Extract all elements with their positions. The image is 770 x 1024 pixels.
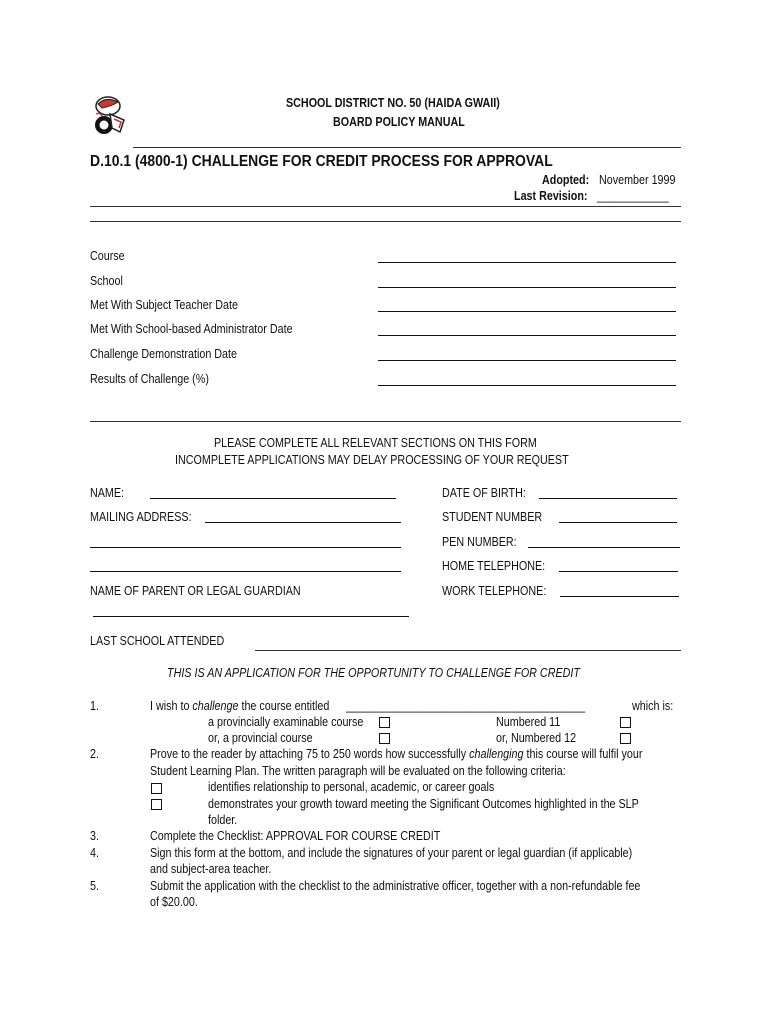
option-numbered-11-checkbox[interactable] [620,717,631,728]
item-2-line-1: Prove to the reader by attaching 75 to 250 words how successfully challenging this course will fulfil your [150,747,643,761]
header-rule [133,147,681,148]
student-number-label: STUDENT NUMBER [442,510,543,524]
teacher-date-label: Met With Subject Teacher Date [90,298,238,312]
adopted-value: November 1999 [599,173,676,187]
work-phone-field[interactable] [560,596,679,597]
mailing-field-3[interactable] [90,571,401,572]
revision-label: Last Revision: [514,189,588,203]
dob-field[interactable] [539,498,677,499]
item-3-number: 3. [90,829,99,843]
pen-label: PEN NUMBER: [442,535,517,549]
notice-line-1: PLEASE COMPLETE ALL RELEVANT SECTIONS ON THIS FORM [214,436,537,450]
guardian-field[interactable] [93,616,409,617]
results-field[interactable] [378,385,676,386]
demo-date-label: Challenge Demonstration Date [90,347,238,361]
dob-label: DATE OF BIRTH: [442,486,526,500]
name-field[interactable] [150,498,396,499]
admin-date-label: Met With School-based Administrator Date [90,322,293,336]
name-label: NAME: [90,486,125,500]
option-provincial-label: or, a provincial course [208,731,313,745]
district-logo [90,92,130,142]
criteria-2-checkbox[interactable] [151,799,162,810]
item-5-number: 5. [90,879,99,893]
demo-date-field[interactable] [378,360,676,361]
option-examinable-label: a provincially examinable course [208,715,364,729]
item-5-line-1: Submit the application with the checklist to the administrative officer, together with a non-refundable fee [150,879,641,893]
course-field[interactable] [378,262,676,263]
title-rule-2 [90,221,681,222]
mailing-label: MAILING ADDRESS: [90,510,192,524]
student-number-field[interactable] [559,522,677,523]
option-numbered-12-label: or, Numbered 12 [496,731,577,745]
last-school-label: LAST SCHOOL ATTENDED [90,634,225,648]
manual-name: BOARD POLICY MANUAL [333,115,465,129]
item-2-number: 2. [90,747,99,761]
course-title-blank[interactable]: ________________________________________ [346,699,586,713]
course-label: Course [90,249,125,263]
item-5-line-2: of $20.00. [150,895,198,909]
pen-field[interactable] [528,547,680,548]
option-numbered-12-checkbox[interactable] [620,733,631,744]
item-2-line-2: Student Learning Plan. The written paragraph will be evaluated on the following criteria: [150,764,566,778]
option-provincial-checkbox[interactable] [379,733,390,744]
title-rule-1 [90,206,681,207]
home-phone-label: HOME TELEPHONE: [442,559,546,573]
criteria-1-checkbox[interactable] [151,783,162,794]
criteria-2-text-cont: folder. [208,813,238,827]
notice-line-2: INCOMPLETE APPLICATIONS MAY DELAY PROCESSING OF YOUR REQUEST [175,453,569,467]
school-field[interactable] [378,287,676,288]
home-phone-field[interactable] [559,571,678,572]
guardian-label: NAME OF PARENT OR LEGAL GUARDIAN [90,584,301,598]
work-phone-label: WORK TELEPHONE: [442,584,547,598]
last-school-field[interactable] [255,650,681,651]
application-heading: THIS IS AN APPLICATION FOR THE OPPORTUNITY TO CHALLENGE FOR CREDIT [167,666,580,680]
item-4-line-1: Sign this form at the bottom, and include the signatures of your parent or legal guardian (if applicable) [150,846,633,860]
mailing-field-2[interactable] [90,547,401,548]
mailing-field[interactable] [205,522,401,523]
admin-date-field[interactable] [378,335,676,336]
revision-blank[interactable]: ____________ [597,189,669,203]
option-examinable-checkbox[interactable] [379,717,390,728]
item-4-number: 4. [90,846,99,860]
item-1-text: I wish to challenge the course entitled [150,699,330,713]
results-label: Results of Challenge (%) [90,372,209,386]
adopted-label: Adopted: [542,173,590,187]
item-1-tail: which is: [632,699,674,713]
school-label: School [90,274,123,288]
section-rule [90,421,681,422]
teacher-date-field[interactable] [378,311,676,312]
policy-title: D.10.1 (4800-1) CHALLENGE FOR CREDIT PROCESS FOR APPROVAL [90,153,553,170]
item-4-line-2: and subject-area teacher. [150,862,272,876]
item-3-text: Complete the Checklist: APPROVAL FOR COURSE CREDIT [150,829,441,843]
option-numbered-11-label: Numbered 11 [496,715,561,729]
item-1-number: 1. [90,699,99,713]
criteria-1-text: identifies relationship to personal, academic, or career goals [208,780,495,794]
district-name: SCHOOL DISTRICT NO. 50 (HAIDA GWAII) [286,96,500,110]
criteria-2-text: demonstrates your growth toward meeting the Significant Outcomes highlighted in the SLP [208,797,639,811]
